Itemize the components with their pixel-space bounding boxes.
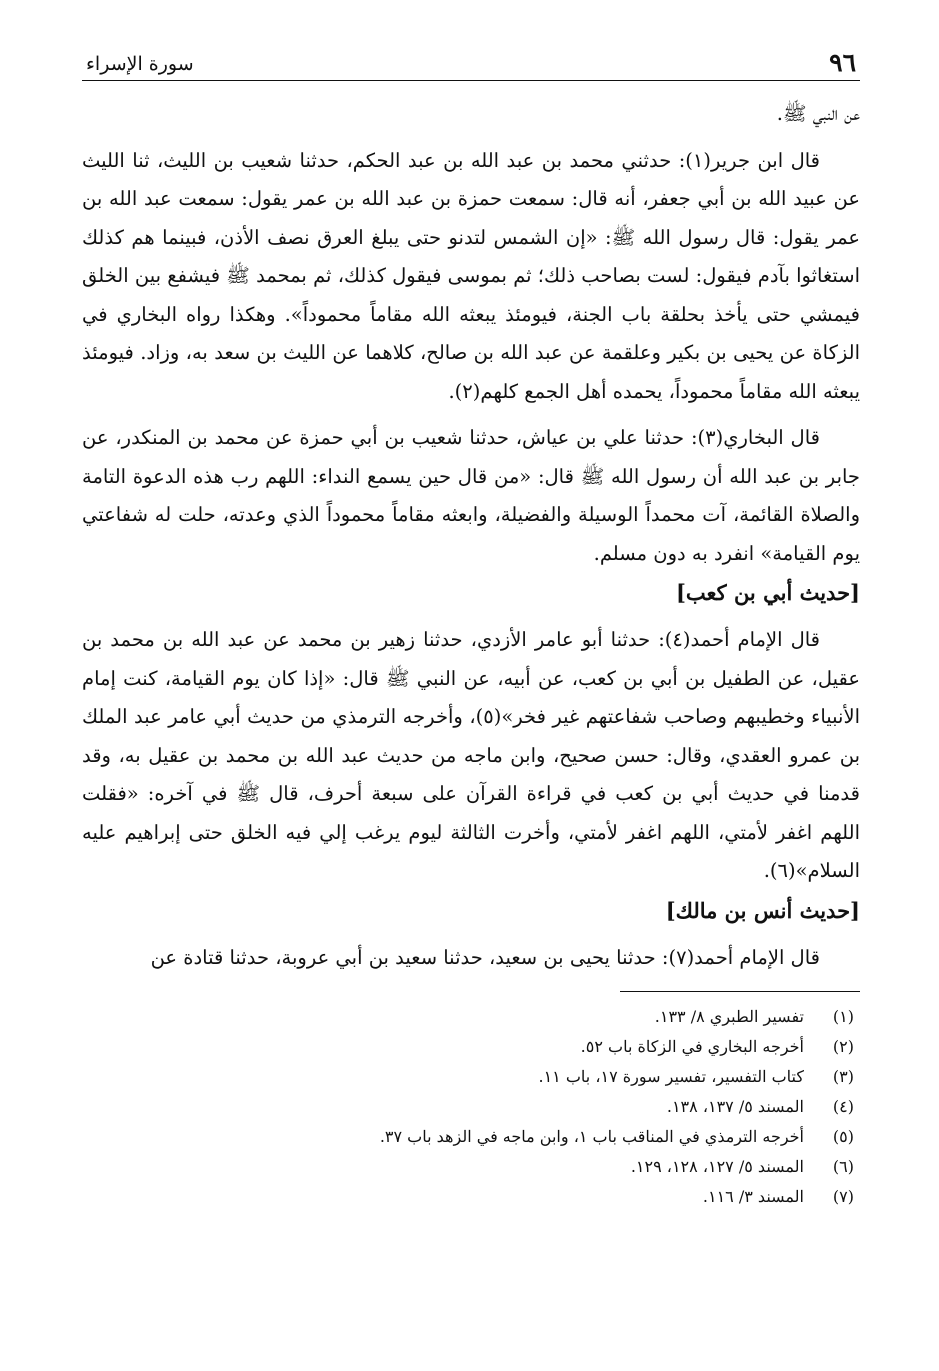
running-header: [82, 40, 860, 81]
footnote-text: تفسير الطبري ٨/ ١٣٣.: [654, 1007, 804, 1026]
footnote-number: (٦): [832, 1157, 854, 1176]
paragraph-ahmad-anas: قال الإمام أحمد(٧): حدثنا يحيى بن سعيد، حدثنا سعيد بن أبي عروبة، حدثنا قتادة عن: [150, 945, 820, 969]
footnote-item: [82, 1002, 854, 1032]
footnote-text: أخرجه الترمذي في المناقب باب ١، وابن ماجه في الزهد باب ٣٧.: [379, 1127, 804, 1146]
paragraph-ahmad-ubayy: قال الإمام أحمد(٤): حدثنا أبو عامر الأزدي، حدثنا زهير بن محمد عن عبد الله بن محمد بن عقيل، عن الطفيل بن أبي بن كعب، عن أبيه، عن النبي ﷺ قال: «إذا كان يوم القيامة، كنت إمام الأنبياء وخطيبهم وصاحب شفاعتهم غير فخر»(٥)، وأخرجه الترمذي من حديث أبي عامر عبد الملك بن عمرو العقدي، وقال: حسن صحيح، وابن ماجه من حديث عبد الله بن محمد بن عقيل به، وقد قدمنا في حديث أبي بن كعب في قراءة القرآن على سبعة أحرف، قال ﷺ في آخره: «فقلت اللهم اغفر لأمتي، اللهم اغفر لأمتي، وأخرت الثالثة ليوم يرغب إلي فيه الخلق حتى إبراهيم عليه السلام»(٦).: [82, 628, 861, 882]
footnote-number: (٣): [832, 1067, 854, 1086]
footnote-number: (٢): [832, 1037, 854, 1056]
footnote-number: (٥): [832, 1127, 854, 1146]
paragraph-continuation: عن النبي ﷺ.: [776, 102, 860, 125]
footnote-text: كتاب التفسير، تفسير سورة ١٧، باب ١١.: [538, 1067, 804, 1086]
footnote-item: [82, 1032, 854, 1062]
main-text: [82, 95, 860, 977]
footnote-number: (١): [832, 1007, 854, 1026]
footnote-text: المسند ٥/ ١٢٧، ١٢٨، ١٢٩.: [630, 1157, 804, 1176]
footnote-text: المسند ٥/ ١٣٧، ١٣٨.: [666, 1097, 804, 1116]
footnotes: [82, 1002, 860, 1212]
footnote-text: المسند ٣/ ١١٦.: [702, 1187, 804, 1206]
footnote-item: [82, 1122, 854, 1152]
book-page: [82, 40, 860, 1212]
footnote-number: (٤): [832, 1097, 854, 1116]
surah-name: سورة الإسراء: [86, 53, 194, 75]
section-heading-ubayy: [حديث أبي بن كعب]: [675, 580, 860, 605]
footnote-number: (٧): [832, 1187, 854, 1206]
footnote-item: [82, 1062, 854, 1092]
footnote-item: [82, 1152, 854, 1182]
paragraph-ibn-jarir: قال ابن جرير(١): حدثني محمد بن عبد الله بن عبد الحكم، حدثنا شعيب بن الليث، ثنا الليث عن عبيد الله بن أبي جعفر، أنه قال: سمعت حمزة بن عبد الله بن عمر يقول: سمعت عبد الله بن عمر يقول: قال رسول الله ﷺ: «إن الشمس لتدنو حتى يبلغ العرق نصف الأذن، فبينما هم كذلك استغاثوا بآدم فيقول: لست بصاحب ذلك؛ ثم بموسى فيقول كذلك، ثم بمحمد ﷺ فيشفع بين الخلق فيمشي حتى يأخذ بحلقة باب الجنة، فيومئذ يبعثه الله مقاماً محموداً». وهكذا رواه البخاري في الزكاة عن يحيى بن بكير وعلقمة عن عبد الله بن صالح، كلاهما عن الليث بن سعد به، وزاد. فيومئذ يبعثه الله مقاماً محموداً، يحمده أهل الجمع كلهم(٢).: [82, 148, 860, 403]
footnote-divider: [620, 991, 860, 992]
paragraph-bukhari: قال البخاري(٣): حدثنا علي بن عياش، حدثنا شعيب بن أبي حمزة عن محمد بن المنكدر، عن جابر بن عبد الله أن رسول الله ﷺ قال: «من قال حين يسمع النداء: اللهم رب هذه الدعوة التامة والصلاة القائمة، آت محمداً الوسيلة والفضيلة، وابعثه مقاماً محموداً الذي وعدته، حلت له شفاعتي يوم القيامة» انفرد به دون مسلم.: [82, 426, 860, 565]
footnote-text: أخرجه البخاري في الزكاة باب ٥٢.: [580, 1037, 804, 1056]
section-heading-anas: [حديث أنس بن مالك]: [665, 897, 860, 923]
page-number: ٩٦: [829, 48, 856, 77]
footnote-item: [82, 1182, 854, 1212]
footnote-item: [82, 1092, 854, 1122]
